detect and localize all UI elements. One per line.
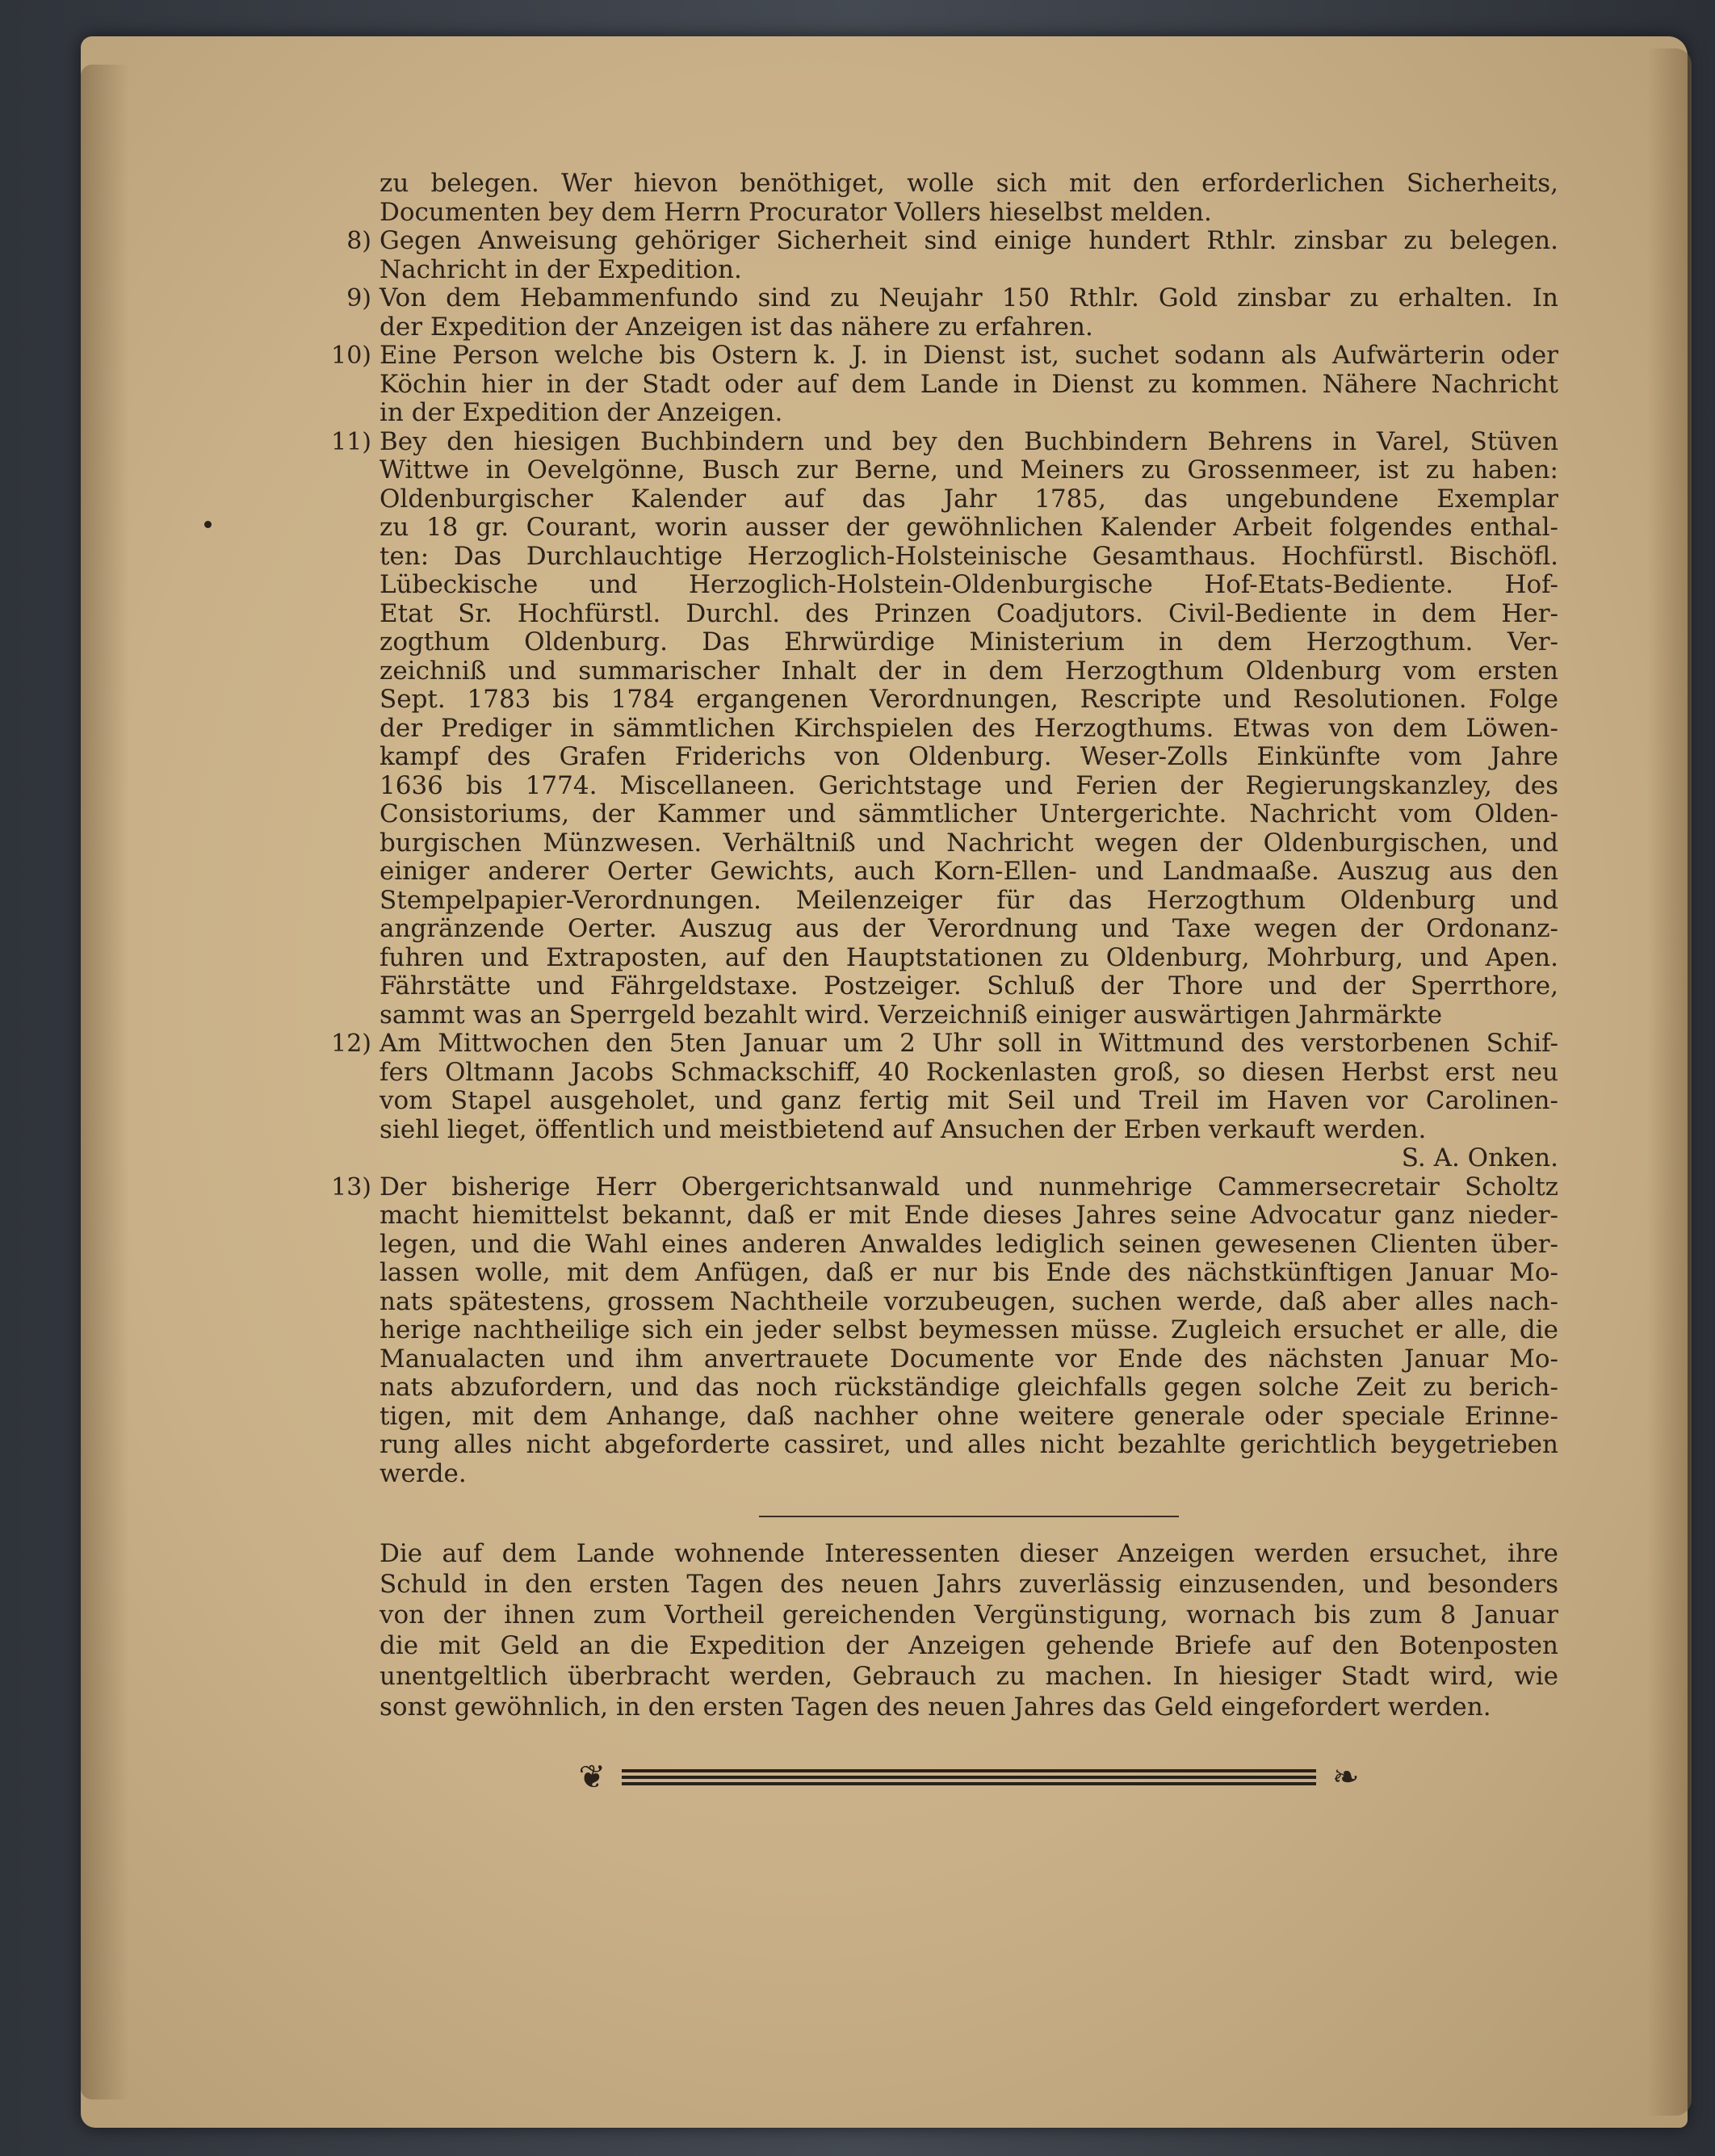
entries-list [331,169,1558,1488]
notice-line: von der ihnen zum Vortheil gereichenden Vergünstigung, wornach bis zum 8 Januar [379,1600,1558,1630]
ink-dot [204,521,212,528]
text-line: tigen, mit dem Anhange, daß nachher ohne weitere generale oder speciale Erinne- [379,1401,1558,1431]
entry-number: 12) [331,1030,371,1058]
text-line: Documenten bey dem Herrn Procurator Vollers hieselbst melden. [379,197,1212,227]
text-line: Bey den hiesigen Buchbindern und bey den Buchbindern Behrens in Varel, Stüven [379,426,1558,456]
list-item [331,1172,1558,1489]
text-line: angränzende Oerter. Auszug aus der Verordnung und Taxe wegen der Ordonanz- [379,914,1558,943]
text-line: werde. [379,1458,467,1488]
text-line: Köchin hier in der Stadt oder auf dem Lande in Dienst zu kommen. Nähere Nachricht [379,369,1558,399]
list-item [379,170,1558,227]
text-line: zogthum Oldenburg. Das Ehrwürdige Ministerium in dem Herzogthum. Ver- [379,627,1558,656]
text-line: zu 18 gr. Courant, worin ausser der gewöhnlichen Kalender Arbeit folgendes enthal- [379,513,1558,542]
signature: S. A. Onken. [1401,1143,1558,1172]
text-line: Von dem Hebammenfundo sind zu Neujahr 150 Rthlr. Gold zinsbar zu erhalten. In [379,283,1558,312]
subscriber-notice [379,1538,1558,1722]
entry-number: 11) [331,427,371,456]
right-flourish-icon: ❧ [1332,1759,1360,1796]
notice-line: Die auf dem Lande wohnende Interessenten dieser Anzeigen werden ersuchet, ihre [379,1539,1558,1568]
page-edge-shadow [1647,48,1692,2116]
text-line: lassen wolle, mit dem Anfügen, daß er nur bis Ende des nächstkünftigen Januar Mo- [379,1258,1558,1287]
text-line: Gegen Anweisung gehöriger Sicherheit sind einige hundert Rthlr. zinsbar zu belegen. [379,226,1558,255]
text-line: nats spätestens, grossem Nachtheile vorzubeugen, suchen werde, daß aber alles nach- [379,1286,1558,1316]
entry-number: 13) [331,1172,371,1202]
text-line: herige nachtheilige sich ein jeder selbst beymessen müsse. Zugleich ersuchet er alle, die [379,1315,1558,1344]
text-line: kampf des Grafen Friderichs von Oldenburg. Weser-Zolls Einkünfte vom Jahre [379,742,1558,771]
text-line: Stempelpapier-Verordnungen. Meilenzeiger für das Herzogthum Oldenburg und [379,885,1558,915]
list-item [331,426,1558,1030]
notice-line: unentgeltlich überbracht werden, Gebrauch zu machen. In hiesiger Stadt wird, wie [379,1662,1558,1691]
text-line: macht hiemittelst bekannt, daß er mit Ende dieses Jahres seine Advocatur ganz nieder- [379,1201,1558,1230]
text-line: Consistoriums, der Kammer und sämmtlicher Untergerichte. Nachricht vom Olden- [379,799,1558,828]
text-line: zu belegen. Wer hievon benöthiget, wolle sich mit den erforderlichen Sicherheits, [379,169,1558,198]
text-line: der Prediger in sämmtlichen Kirchspielen des Herzogthums. Etwas von dem Löwen- [379,713,1558,743]
text-line: Fährstätte und Fährgeldstaxe. Postzeiger. Schluß der Thore und der Sperrthore, [379,971,1558,1000]
text-line: Der bisherige Herr Obergerichtsanwald und nunmehrige Cammersecretair Scholtz [379,1172,1558,1202]
text-line: Lübeckische und Herzoglich-Holstein-Oldenburgische Hof-Etats-Bediente. Hof- [379,570,1558,599]
text-line: Nachricht in der Expedition. [379,254,742,284]
text-line: rung alles nicht abgeforderte cassiret, und alles nicht bezahlte gerichtlich beygetrieben [379,1430,1558,1459]
entry-number: 10) [331,342,371,370]
text-line: vom Stapel ausgeholet, und ganz fertig mit Seil und Treil im Haven vor Carolinen- [379,1086,1558,1115]
left-flourish-icon: ❦ [578,1759,606,1796]
text-line: Am Mittwochen den 5ten Januar um 2 Uhr soll in Wittmund des verstorbenen Schif- [379,1029,1558,1058]
text-line: nats abzufordern, und das noch rückständige gleichfalls gegen solche Zeit zu berich- [379,1373,1558,1402]
text-line: Oldenburgischer Kalender auf das Jahr 1785, das ungebundene Exemplar [379,484,1558,514]
text-line: Manualacten und ihm anvertrauete Documente vor Ende des nächsten Januar Mo- [379,1344,1558,1374]
text-line: Eine Person welche bis Ostern k. J. in Dienst ist, suchet sodann als Aufwärterin oder [379,341,1558,370]
list-item [346,283,1558,342]
notice-line: die mit Geld an die Expedition der Anzeigen gehende Briefe auf den Botenposten [379,1631,1558,1660]
text-line: fers Oltmann Jacobs Schmackschiff, 40 Rockenlasten groß, so diesen Herbst erst neu [379,1057,1558,1087]
text-line: Sept. 1783 bis 1784 ergangenen Verordnungen, Rescripte und Resolutionen. Folge [379,685,1558,714]
notice-line: Schuld in den ersten Tagen des neuen Jahrs zuverlässig einzusenden, und besonders [379,1570,1558,1599]
notice-line: sonst gewöhnlich, in den ersten Tagen des neuen Jahres das Geld eingefordert werden. [379,1693,1491,1722]
separator-rule [759,1516,1179,1517]
text-line: Wittwe in Oevelgönne, Busch zur Berne, und Meiners zu Grossenmeer, ist zu haben: [379,455,1558,484]
text-line: fuhren und Extraposten, auf den Hauptstationen zu Oldenburg, Mohrburg, und Apen. [379,942,1558,972]
text-line: ten: Das Durchlauchtige Herzoglich-Holsteinische Gesamthaus. Hochfürstl. Bischöfl. [379,541,1558,571]
entry-number: 9) [346,284,371,312]
text-line: burgischen Münzwesen. Verhältniß und Nachricht wegen der Oldenburgischen, und [379,828,1558,858]
text-line: in der Expedition der Anzeigen. [379,398,783,427]
page-binding-shadow [81,65,129,2099]
text-line: legen, und die Wahl eines anderen Anwaldes lediglich seinen gewesenen Clienten über- [379,1229,1558,1259]
entry-number: 8) [346,227,371,255]
page-text [331,169,1558,1796]
text-line: zeichniß und summarischer Inhalt der in dem Herzogthum Oldenburg vom ersten [379,656,1558,686]
list-item [331,1029,1558,1173]
text-line: 1636 bis 1774. Miscellaneen. Gerichtstage und Ferien der Regierungskanzley, des [379,770,1558,800]
text-line: sammt was an Sperrgeld bezahlt wird. Verzeichniß einiger auswärtigen Jahrmärkte [379,1000,1443,1030]
list-item [346,226,1558,284]
ornament-bars [622,1766,1316,1789]
text-line: Etat Sr. Hochfürstl. Durchl. des Prinzen Coadjutors. Civil-Bediente in dem Her- [379,598,1558,628]
closing-ornament [541,1760,1397,1795]
text-line: einiger anderer Oerter Gewichts, auch Korn-Ellen- und Landmaaße. Auszug aus den [379,857,1558,886]
list-item [331,341,1558,428]
text-line: der Expedition der Anzeigen ist das nähere zu erfahren. [379,312,1093,342]
text-line: siehl lieget, öffentlich und meistbietend auf Ansuchen der Erben verkauft werden. [379,1114,1427,1144]
